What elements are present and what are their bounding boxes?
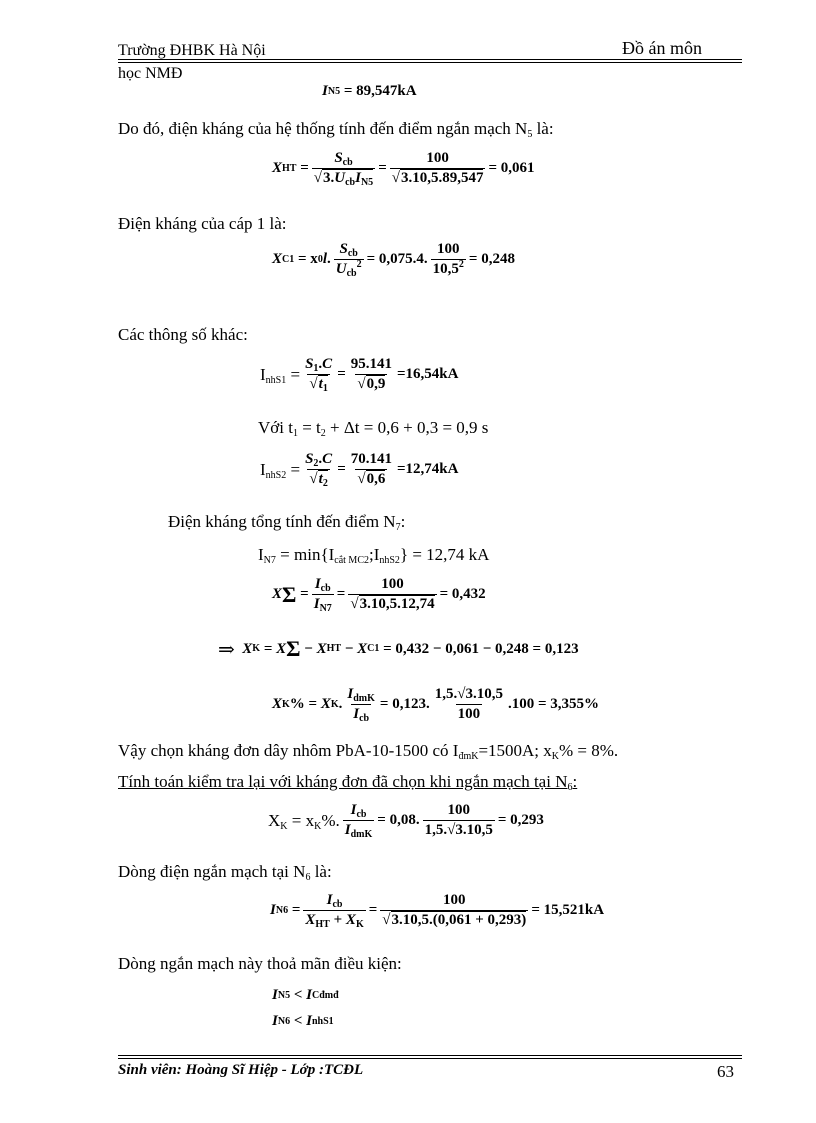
eq-xk-check: $X_K = x_K\%$. $\frac{I_{cb}}{I_{dmK}}$ = 0,08. $\frac{100}{1,5.√3.10,5}$ = 0,293: [268, 802, 544, 840]
text-n6: Dòng điện ngắn mạch tại $N_6$ là:: [118, 862, 332, 883]
eq-cond-1: I N5 < I Cđmđ: [272, 987, 339, 1003]
text-choose: Vậy chọn kháng đơn dây nhôm PbA-10-1500 có $I_{đmK}=1500A$; $x_K\% = 8\%$.: [118, 741, 619, 762]
footer-rule-2: [118, 1058, 742, 1059]
text-intro-xht: Do đó, điện kháng của hệ thống tính đến điểm ngắn mạch $N_5$ là:: [118, 119, 554, 140]
eq-xk: ⇒ X K = X Σ − X HT − X C1 = 0,432 − 0,061 − 0,248 = 0,123: [218, 636, 579, 661]
eq-in5: I N5 = 89,547kA: [322, 83, 417, 99]
text-cap1: Điện kháng của cáp 1 là:: [118, 214, 287, 233]
eq-xc1: X C1 = x 0 l . $\frac{S_{cb}}{U_{cb}^2}$ = 0,075.4. $\frac{100}{10,5^2}$ = 0,248: [272, 241, 515, 279]
text-total-n7: Điện kháng tổng tính đến điểm $N_7$:: [168, 512, 406, 533]
header-rule: [118, 59, 742, 60]
eq-xk-percent: X K % = X K . $\frac{I_{dmK}}{I_{cb}}$ = 0,123. $\frac{1,5.√3.10,5}{100}$ .100 = 3,355%: [272, 686, 600, 724]
text-t1: Với $t_1 = t_2 + \Delta t = 0,6 + 0,3 = 0,9$ s: [258, 418, 489, 439]
eq-xsum: X Σ = $\frac{I_{cb}}{I_{N7}}$ = $\frac{100}{√3.10,5.12,74}$ = 0,432: [272, 576, 486, 614]
text-satisfy: Dòng ngắn mạch này thoả mãn điều kiện:: [118, 954, 402, 973]
eq-cond-2: I N6 < I nhS1: [272, 1013, 334, 1029]
eq-inhs1: $I_{nhS1}$ = $\frac{S_1.C}{√t_1}$ = $\frac{95.141}{√0,9}$ =16,54kA: [260, 356, 459, 394]
header-school: Trường ĐHBK Hà Nội: [118, 42, 266, 59]
text-check-heading: Tính toán kiểm tra lại với kháng đơn đã chọn khi ngắn mạch tại $N_6$:: [118, 772, 578, 793]
header-rule-2: [118, 62, 742, 63]
header-course-cont: học NMĐ: [118, 65, 183, 82]
footer-student: Sinh viên: Hoàng Sĩ Hiệp - Lớp :TCĐL: [118, 1062, 364, 1078]
header-course: Đồ án môn: [622, 38, 702, 58]
eq-in7: $I_{N7}$ = $\min\{I_{cắt MC2};I_{nhS2}\} = 12,74$ kA: [258, 545, 490, 566]
eq-in6: I N6 = $\frac{I_{cb}}{X_{HT} + X_K}$ = $\frac{100}{√3.10,5.(0,061 + 0,293)}$ = 15,521kA: [270, 892, 605, 930]
eq-xht: X HT = $\frac{S_{cb}}{√3.U_{cb}I_{N5}}$ = $\frac{100}{√3.10,5.89,547}$ = 0,061: [272, 150, 535, 188]
text-other: Các thông số khác:: [118, 325, 248, 344]
footer-page-number: 63: [717, 1062, 734, 1081]
footer-rule: [118, 1055, 742, 1056]
eq-inhs2: $I_{nhS2}$ = $\frac{S_2.C}{√t_2}$ = $\frac{70.141}{√0,6}$ =12,74kA: [260, 451, 459, 489]
